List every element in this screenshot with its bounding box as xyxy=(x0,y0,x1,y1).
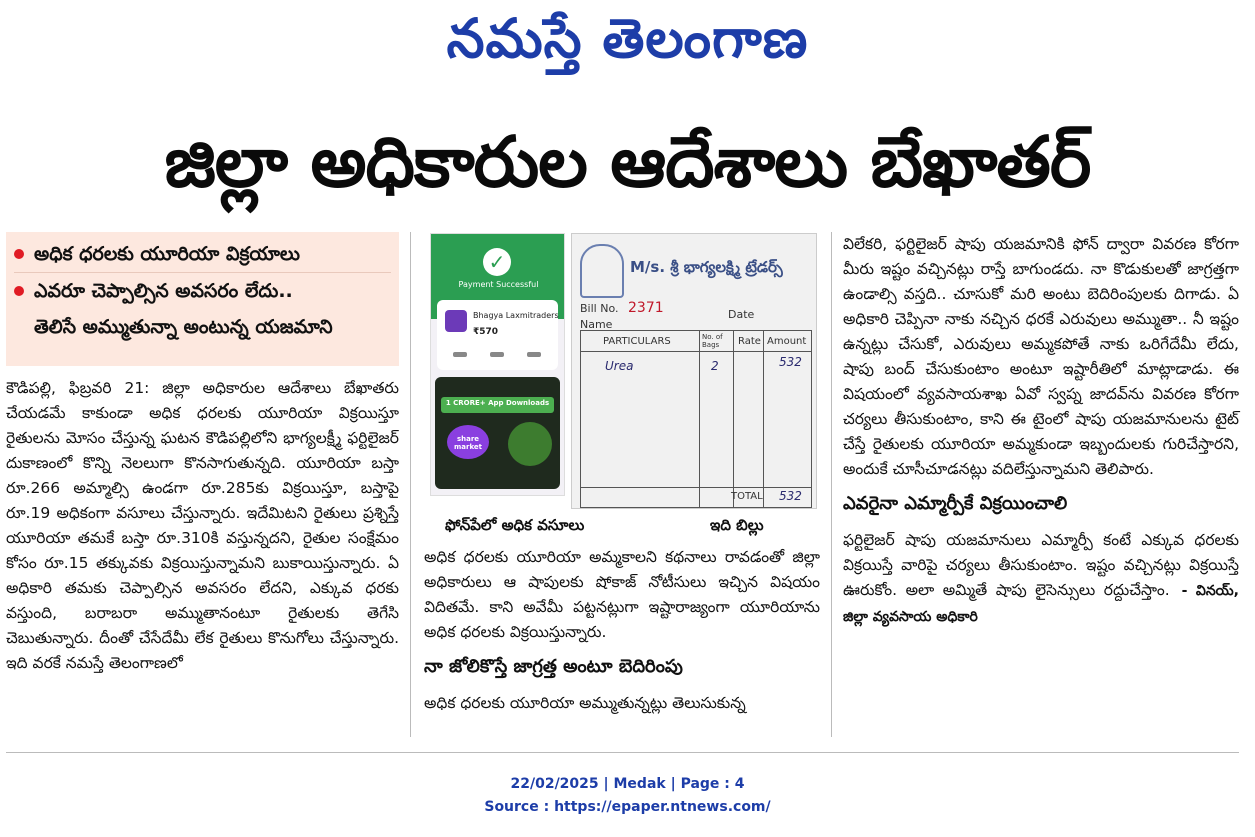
promo-text: 1 CRORE+ App Downloads xyxy=(445,399,550,407)
article-column-3 xyxy=(843,232,1239,630)
payment-amount: ₹570 xyxy=(473,327,499,337)
phonepe-screenshot-image xyxy=(430,233,565,496)
article-paragraph: విలేకరి, ఫర్టిలైజర్ షాపు యజమానికి ఫోన్ ద్వారా వివరణ కోరగా మీరు ఇష్టం వచ్చినట్లు రాస్తే బాగుండదు. నా కొడుకులతో జాగ్రత్తగా ఉండాల్సి వస్తది.. చూసుకో మరి అంటు బెదిరింపులకు దిగాడు. ఏ అధికారి చెప్పినా నాకు నచ్చిన ధరకే ఎరువులు అమ్ముతా.. నీ ఇష్టం ఉన్నట్లు చేసుకో, ఎరువులు అమ్మకపోతే నాకు ఒరిగేదేమీ లేదు, షాపు బంద్ చేసుకుంటాం అంటూ ఇష్టారీతిలో మాట్లాడాడు. ఈ విషయంలో వ్యవసాయశాఖ ఏవో స్వప్న జాదవ్‌ను వివరణ కోరగా చర్యలు తీసుకుంటాం, కాని ఈ టైంలో షాపు యజమానులను టైట్ చేస్తే రైతులకు యూరియా అమ్మకుండా ఇబ్బందులకు గురిచేస్తారని, అందుకే చూసీచూడనట్లు వదిలేస్తున్నామని తెలిపారు. xyxy=(843,235,1239,478)
action-icon xyxy=(453,352,467,357)
highlight-item xyxy=(14,309,391,345)
column-divider xyxy=(410,232,411,737)
bill-col-rate: Rate xyxy=(738,336,761,347)
bill-item: Urea xyxy=(605,359,634,373)
subheading: నా జోలికొస్తే జాగ్రత్త అంటూ బెదిరింపు xyxy=(424,656,683,677)
action-icon xyxy=(490,352,504,357)
highlight-item xyxy=(14,273,391,309)
footer-source-line: Source : https://epaper.ntnews.com/ xyxy=(484,799,771,815)
article-paragraph: కౌడిపల్లి, ఫిబ్రవరి 21: జిల్లా అధికారుల ఆదేశాలు బేఖాతరు చేయడమే కాకుండా అధిక ధరలకు యూరియా విక్రయిస్తూ రైతులను మోసం చేస్తున్న ఘటన కౌడిపల్లిలోని భాగ్యలక్ష్మీ ఫర్టిలైజర్ దుకాణంలో కొన్ని నెలలుగా కొనసాగుతున్నది. యూరియా బస్తా రూ.266 అమ్మాల్సి ఉండగా రూ.285కు విక్రయిస్తూ, బస్తాపై రూ.19 అధికంగా వసూలు చేస్తున్నారు. ఇదేమిటని రైతులు ప్రశ్నిస్తే యూరియా తమకే బస్తా రూ.310కి వస్తున్నదని, రైతుల సంక్షేమం కోసం రూ.15 తక్కువకు విక్రయిస్తున్నామని బుకాయిస్తున్నారు. ఏ అధికారి తమకు చెప్పాల్సిన అవసరం లేదని, ఎక్కువ ధరకు వస్తుంది, బరాబరా అమ్ముతానంటూ రైతులకు తెగేసి చెబుతున్నారు. దీంతో చేసేదేమీ లేక రైతులు కొనుగోలు చేస్తున్నారు. ఇది వరకే నమస్తే తెలంగాణలో xyxy=(6,379,399,672)
payee-name: Bhagya Laxmitraders xyxy=(473,311,559,320)
bullet-icon xyxy=(14,286,24,296)
bill-col-particulars: PARTICULARS xyxy=(603,336,671,347)
byline: - వినయ్, జిల్లా వ్యవసాయ అధికారి xyxy=(843,583,1240,625)
article-column-2 xyxy=(424,545,820,716)
bill-col-bags: No. of Bags xyxy=(702,333,723,349)
bill-no-label: Bill No. xyxy=(580,302,619,315)
footer-date-line: 22/02/2025 | Medak | Page : 4 xyxy=(510,776,745,792)
bill-row-line xyxy=(581,487,811,488)
highlight-text: తెలిసే అమ్ముతున్నా అంటున్న యజమాని xyxy=(34,316,333,338)
bill-column-line xyxy=(699,331,700,507)
bullet-icon xyxy=(14,249,24,259)
bull-icon xyxy=(508,422,552,466)
article-paragraph xyxy=(843,528,1239,630)
phone-caption: ఫోన్‌పేలో అధిక వసూలు xyxy=(445,516,585,534)
bill-total: 532 xyxy=(779,489,802,503)
bill-number: 2371 xyxy=(628,300,664,316)
bill-row-line xyxy=(581,351,811,352)
action-icon xyxy=(527,352,541,357)
payment-status: Payment Successful xyxy=(458,280,539,289)
bill-column-line xyxy=(763,331,764,507)
column-divider xyxy=(831,232,832,737)
footer-divider xyxy=(6,752,1239,753)
bill-column-line xyxy=(733,331,734,507)
bill-amount: 532 xyxy=(779,355,802,369)
bill-col-amount: Amount xyxy=(767,336,807,347)
deity-logo xyxy=(580,244,624,298)
bill-total-label: TOTAL xyxy=(731,491,763,502)
bill-table xyxy=(580,330,812,508)
article-paragraph: అధిక ధరలకు యూరియా అమ్మకాలని కథనాలు రావడంతో జిల్లా అధికారులు ఆ షాపులకు షోకాజ్ నోటీసులు ఇచ్చిన విషయం విదితమే. కాని అవేమీ పట్టనట్లుగా ఇష్టారాజ్యంగా యూరియాను అధిక ధరలకు విక్రయిస్తున్నారు. xyxy=(424,548,820,641)
highlight-item xyxy=(14,236,391,273)
article-column-1 xyxy=(6,376,399,676)
bill-qty: 2 xyxy=(711,359,719,373)
bill-name-label: Name xyxy=(580,318,613,331)
highlight-text: అధిక ధరలకు యూరియా విక్రయాలు xyxy=(34,243,300,265)
bill-image xyxy=(571,233,817,509)
promo-brand: share market xyxy=(453,435,483,451)
masthead: నమస్తే తెలంగాణ xyxy=(446,7,809,70)
payee-avatar xyxy=(445,310,467,332)
promo-banner xyxy=(435,377,560,489)
highlight-text: ఎవరూ చెప్పాల్సిన అవసరం లేదు.. xyxy=(34,280,293,302)
subheading: ఎవరైనా ఎమ్మార్పీకే విక్రయించాలి xyxy=(843,493,1068,514)
article-text: ఫర్టిలైజర్ షాపు యజమానులు ఎమ్మార్పీ కంటే ఎక్కువ ధరలకు విక్రయిస్తే వారిపై చర్యలు తీసుకుంటాం. ఇష్టం వచ్చినట్లు విక్రయిస్తే ఊరుకోం. అలా అమ్మితే షాపు లైసెన్సులు రద్దుచేస్తాం. xyxy=(843,531,1239,599)
highlights-box xyxy=(6,232,399,366)
headline: జిల్లా అధికారుల ఆదేశాలు బేఖాతర్ xyxy=(164,121,1091,203)
article-paragraph: అధిక ధరలకు యూరియా అమ్ముతున్నట్లు తెలుసుకున్న xyxy=(424,694,746,712)
check-icon: ✓ xyxy=(483,248,511,276)
payee-card xyxy=(437,300,558,370)
bill-caption: ఇది బిల్లు xyxy=(710,516,764,534)
bill-date-label: Date xyxy=(728,308,755,321)
bill-shop-name: M/s. శ్రీ భాగ్యలక్ష్మి ట్రేడర్స్ xyxy=(630,258,783,276)
